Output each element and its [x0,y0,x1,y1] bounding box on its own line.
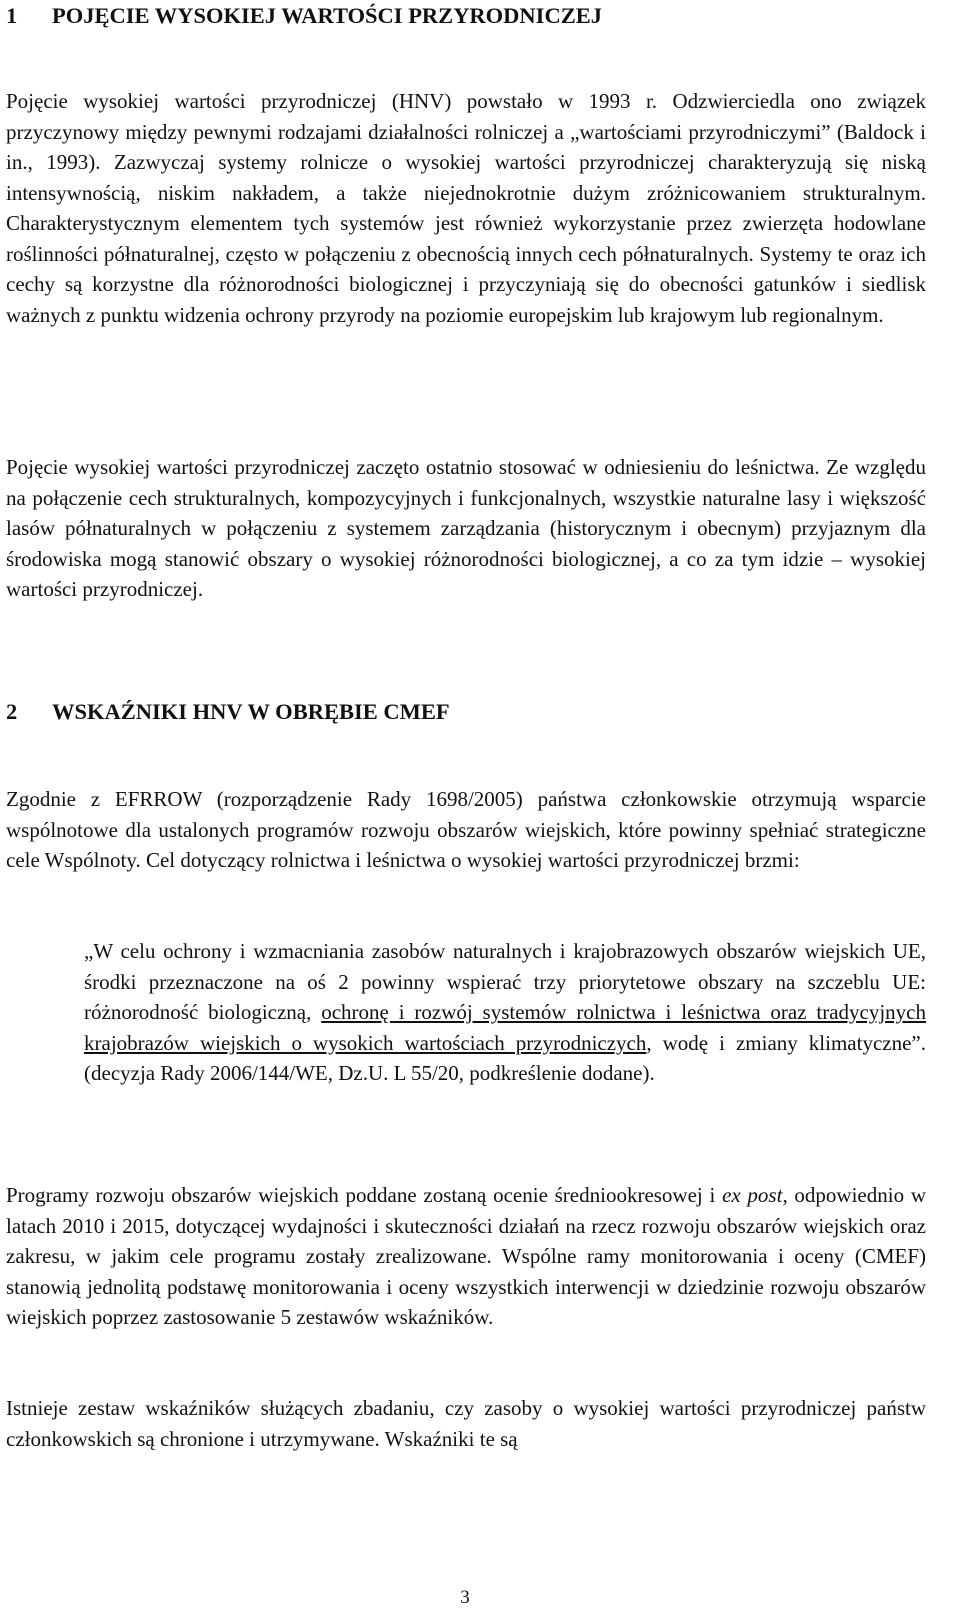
quote-underlined-text: ochronę i rozwój systemów rolnictwa i leśnictwa oraz tradycyjnych krajobrazów wiejskich o wysokich wartościach przyrodniczych [84,1000,926,1055]
section-1-paragraph-1: Pojęcie wysokiej wartości przyrodniczej (HNV) powstało w 1993 r. Odzwierciedla ono związek przyczynowy między pewnymi rodzajami działalności rolniczej a „wartościami przyrodniczymi” (Baldock i in., 1993). Zazwyczaj systemy rolnicze o wysokiej wartości przyrodniczej charakteryzują się niską intensywnością, niskim nakładem, a także niejednokrotnie dużym zróżnicowaniem strukturalnym. Charakterystycznym elementem tych systemów jest również wykorzystanie przez zwierzęta hodowlane roślinności półnaturalnej, często w połączeniu z obecnością innych cech półnaturalnych. Systemy te oraz ich cechy są korzystne dla różnorodności biologicznej i przyczyniają się do obecności gatunków i siedlisk ważnych z punktu widzenia ochrony przyrody na poziomie europejskim lub krajowym lub regionalnym. [6,89,926,327]
section-1-title: POJĘCIE WYSOKIEJ WARTOŚCI PRZYRODNICZEJ [52,3,602,28]
quote-text-start: „W celu ochrony i wzmacniania zasobów naturalnych i krajobrazowych obszarów wiejskich UE, środki przeznaczone na oś 2 powinny wspierać trzy priorytetowe obszary na szczeblu UE: różnorodność biologiczną, [84,939,926,1024]
section-1-number: 1 [6,3,18,28]
section-2-intro-paragraph: Zgodnie z EFRROW (rozporządzenie Rady 1698/2005) państwa członkowskie otrzymują wsparcie wspólnotowe dla ustalonych programów rozwoju obszarów wiejskich, które powinny spełniać strategiczne cele Wspólnoty. Cel dotyczący rolnictwa i leśnictwa o wysokiej wartości przyrodniczej brzmi: [6,787,926,872]
page-number: 3 [460,1587,470,1608]
programs-paragraph [6,1180,926,1333]
block-quote [84,936,926,1089]
ex-post-italic: ex post [722,1183,783,1207]
programs-text-start: Programy rozwoju obszarów wiejskich poddane zostaną ocenie średniookresowej i [6,1183,723,1207]
section-2-heading [6,698,450,726]
section-1-paragraph-2: Pojęcie wysokiej wartości przyrodniczej zaczęto ostatnio stosować w odniesieniu do leśnictwa. Ze względu na połączenie cech strukturalnych, kompozycyjnych i funkcjonalnych, wszystkie naturalne lasy i większość lasów półnaturalnych w połączeniu z systemem zarządzania (historycznym i obecnym) przyjaznym dla środowiska mogą stanowić obszary o wysokiej różnorodności biologicznej, a co za tym idzie – wysokiej wartości przyrodniczej. [6,455,926,601]
programs-text-end: , odpowiednio w latach 2010 i 2015, dotyczącej wydajności i skuteczności działań na rzecz rozwoju obszarów wiejskich oraz zakresu, w jakim cele programu zostały zrealizowane. Wspólne ramy monitorowania i oceny (CMEF) stanowią jednolitą podstawę monitorowania i oceny wszystkich interwencji w dziedzinie rozwoju obszarów wiejskich poprzez zastosowanie 5 zestawów wskaźników. [6,1183,926,1329]
quote-text-end: , wodę i zmiany klimatyczne”. (decyzja Rady 2006/144/WE, Dz.U. L 55/20, podkreślenie dodane). [84,1030,926,1085]
section-2-number: 2 [6,699,18,724]
section-2-title: WSKAŹNIKI HNV W OBRĘBIE CMEF [52,699,450,724]
section-1-heading [6,2,602,30]
indicators-paragraph: Istnieje zestaw wskaźników służących zbadaniu, czy zasoby o wysokiej wartości przyrodniczej państw członkowskich są chronione i utrzymywane. Wskaźniki te są [6,1396,926,1451]
